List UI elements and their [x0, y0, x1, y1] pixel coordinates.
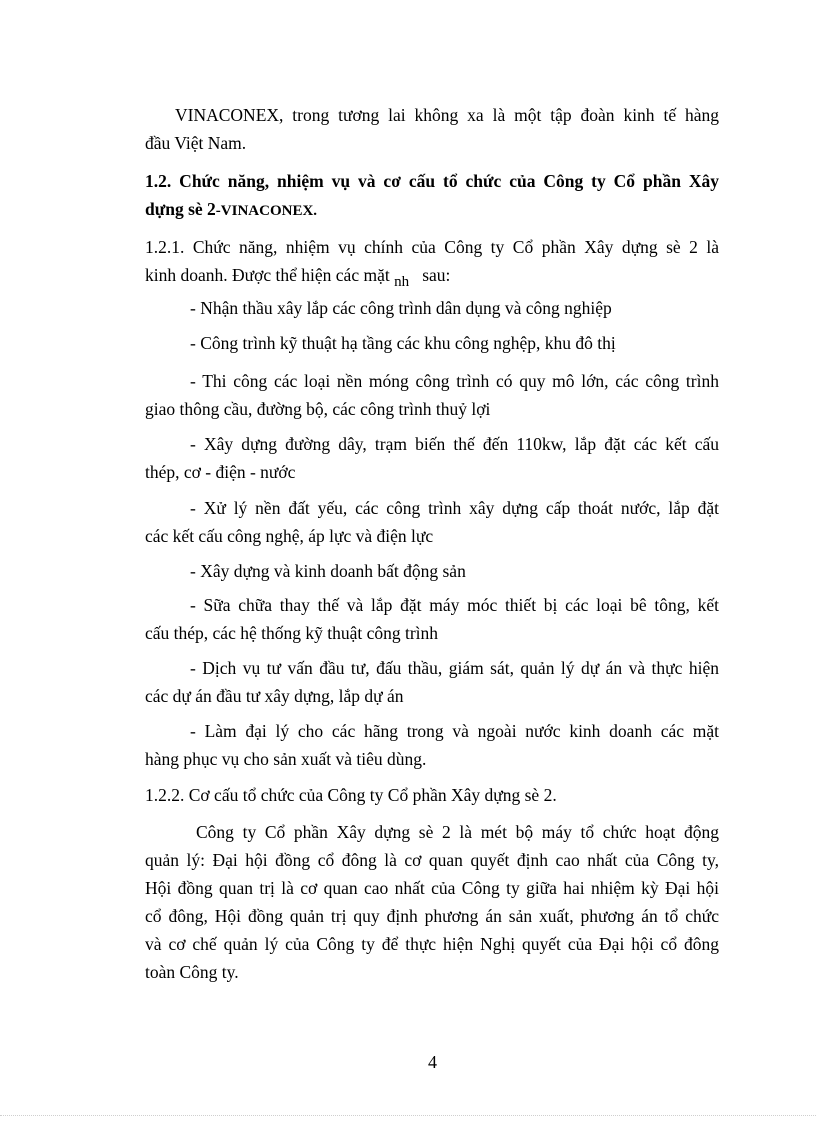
paragraph-line: Hội đồng quan trị là cơ quan cao nhất của Công ty giữa hai nhiệm kỳ Đại hội — [145, 878, 719, 898]
subsection-heading: 1.2.1. Chức năng, nhiệm vụ chính của Công ty Cổ phần Xây dựng sè 2 là — [145, 237, 719, 257]
text-fragment-lowered: nh — [394, 274, 410, 290]
list-item: - Sữa chữa thay thế và lắp đặt máy móc thiết bị các loại bê tông, kết — [190, 595, 719, 615]
list-item-continued: thép, cơ - điện - nước — [145, 462, 296, 482]
paragraph-line: VINACONEX, trong tương lai không xa là một tập đoàn kinh tế hàng — [175, 105, 719, 125]
section-heading-company: -VINACONEX. — [215, 203, 318, 219]
list-item: - Xây dựng đường dây, trạm biến thế đến 110kw, lắp đặt các kết cấu — [190, 434, 719, 454]
list-item: - Xử lý nền đất yếu, các công trình xây dựng cấp thoát nước, lắp đặt — [190, 498, 719, 518]
section-heading-continued — [145, 197, 317, 223]
list-item: - Dịch vụ tư vấn đầu tư, đấu thầu, giám sát, quản lý dự án và thực hiện — [190, 658, 719, 678]
paragraph-line: toàn Công ty. — [145, 962, 239, 982]
list-item: - Công trình kỹ thuật hạ tầng các khu công nghệp, khu đô thị — [190, 333, 616, 353]
list-item-continued: hàng phục vụ cho sản xuất và tiêu dùng. — [145, 749, 427, 769]
paragraph-line: đầu Việt Nam. — [145, 133, 247, 153]
paragraph-line: Công ty Cổ phần Xây dựng sè 2 là mét bộ máy tổ chức hoạt động — [196, 822, 719, 842]
section-heading: 1.2. Chức năng, nhiệm vụ và cơ cấu tổ chức của Công ty Cổ phần Xây — [145, 171, 719, 191]
text-fragment: kinh doanh. Được thể hiện các mặt — [145, 265, 390, 285]
paragraph-line: và cơ chế quản lý của Công ty để thực hiện Nghị quyết của Đại hội cổ đông — [145, 934, 719, 954]
list-item: - Thi công các loại nền móng công trình có quy mô lớn, các công trình — [190, 371, 719, 391]
list-item: - Xây dựng và kinh doanh bất động sản — [190, 561, 466, 581]
text-fragment: sau: — [422, 265, 451, 285]
page-number: 4 — [428, 1052, 437, 1072]
page-bottom-divider — [0, 1115, 816, 1116]
paragraph-line — [145, 263, 450, 289]
list-item-continued: các dự án đầu tư xây dựng, lắp dự án — [145, 686, 404, 706]
paragraph-line: cổ đông, Hội đồng quản trị quy định phương án sản xuất, phương án tổ chức — [145, 906, 719, 926]
section-heading-part: dựng sè 2 — [145, 199, 216, 219]
list-item-continued: các kết cấu công nghệ, áp lực và điện lực — [145, 526, 434, 546]
list-item-continued: giao thông cầu, đường bộ, các công trình thuỷ lợi — [145, 399, 491, 419]
list-item-continued: cấu thép, các hệ thống kỹ thuật công trình — [145, 623, 439, 643]
list-item: - Nhận thầu xây lắp các công trình dân dụng và công nghiệp — [190, 298, 612, 318]
paragraph-line: quản lý: Đại hội đồng cổ đông là cơ quan quyết định cao nhất của Công ty, — [145, 850, 719, 870]
subsection-heading: 1.2.2. Cơ cấu tổ chức của Công ty Cổ phần Xây dựng sè 2. — [145, 785, 557, 805]
list-item: - Làm đại lý cho các hãng trong và ngoài nước kinh doanh các mặt — [190, 721, 719, 741]
